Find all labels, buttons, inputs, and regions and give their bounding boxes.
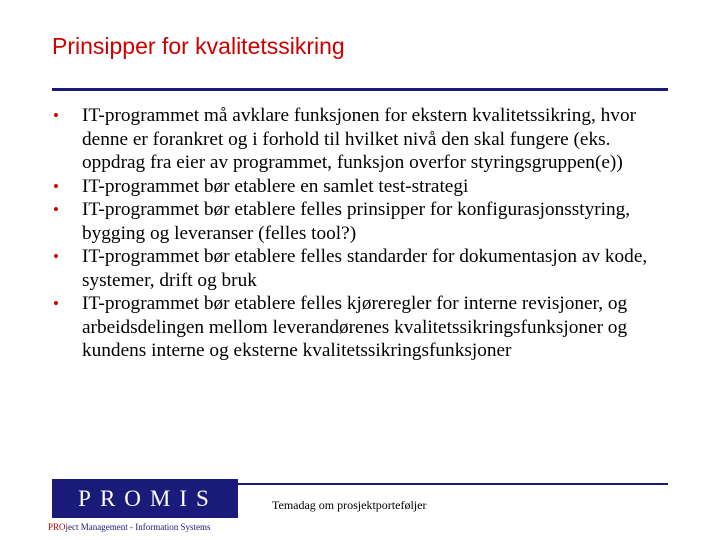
bullet-marker: • xyxy=(53,294,59,313)
bullet-item xyxy=(52,292,672,363)
slide-title: Prinsipper for kvalitetssikring xyxy=(52,33,345,59)
logo-caption-prefix: PRO xyxy=(48,522,66,532)
logo-caption xyxy=(48,522,210,532)
bullet-list xyxy=(52,104,672,363)
bullet-text: IT-programmet bør etablere felles kjøreregler for interne revisjoner, og arbeidsdelingen mellom leverandørenes kvalitetssikringsfunksjoner og kundens interne og eksterne kvalitetssikringsfunksjoner xyxy=(82,293,628,361)
promis-logo xyxy=(52,479,238,518)
bullet-item xyxy=(52,175,672,199)
bullet-marker: • xyxy=(53,247,59,266)
bullet-text: IT-programmet bør etablere felles standarder for dokumentasjon av kode, systemer, drift og bruk xyxy=(82,246,648,291)
bullet-marker: • xyxy=(53,106,59,125)
bullet-text: IT-programmet må avklare funksjonen for ekstern kvalitetssikring, hvor denne er forankret og i forhold til hvilket nivå den skal fungere (eks. oppdrag fra eier av programmet, funksjon overfor styringsgruppen(e)) xyxy=(82,105,637,173)
bullet-text: IT-programmet bør etablere felles prinsipper for konfigurasjonsstyring, bygging og leveranser (felles tool?) xyxy=(82,199,631,244)
title-divider xyxy=(52,88,668,91)
bullet-marker: • xyxy=(53,176,59,196)
bullet-text: IT-programmet bør etablere en samlet test-strategi xyxy=(82,175,469,197)
footer-event-text: Temadag om prosjektporteføljer xyxy=(272,498,427,512)
bullet-item xyxy=(52,245,672,292)
bullet-item xyxy=(52,198,672,245)
logo-text: PROMIS xyxy=(78,486,218,511)
logo-caption-rest: ject Management - Information Systems xyxy=(65,522,211,532)
bullet-marker: • xyxy=(53,200,59,219)
bullet-item xyxy=(52,104,672,175)
